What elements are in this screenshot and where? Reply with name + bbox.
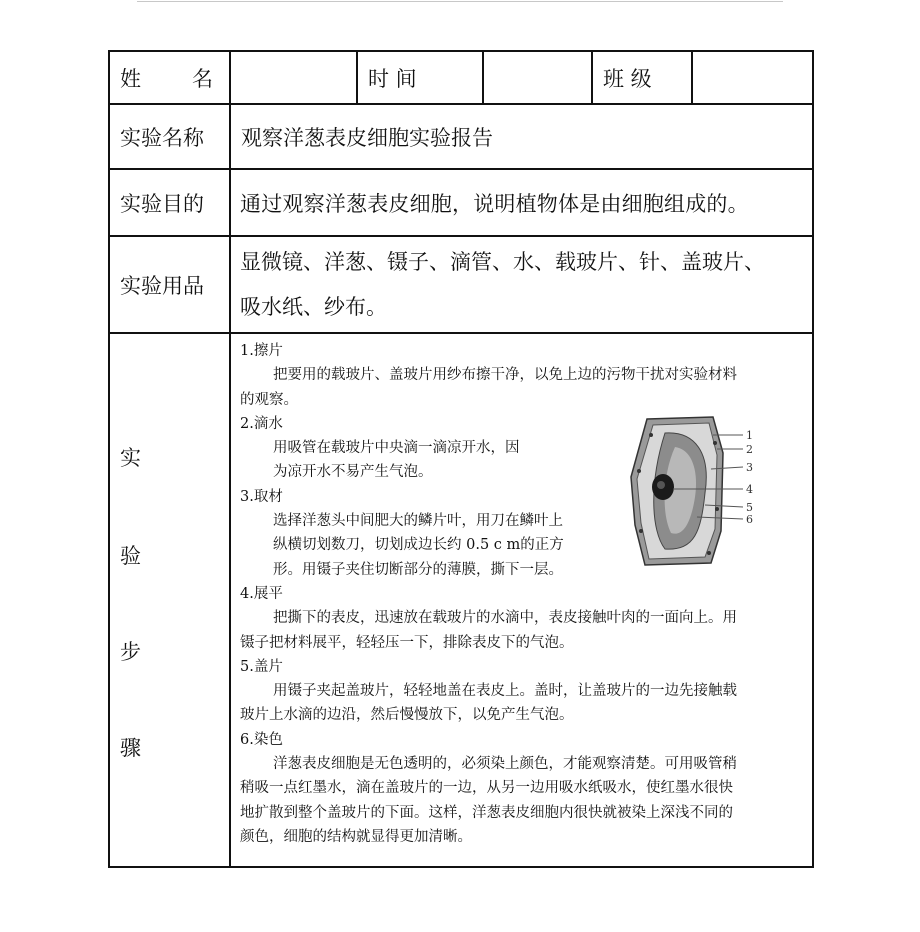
figure-label-3: 3	[746, 461, 753, 474]
top-rule	[137, 1, 783, 2]
figure-label-2: 2	[746, 443, 753, 456]
supplies-line-1: 显微镜、洋葱、镊子、滴管、水、载玻片、针、盖玻片、	[240, 249, 765, 274]
figure-label-6: 6	[746, 513, 753, 526]
onion-cell-diagram	[625, 413, 775, 571]
step-line: 颜色，细胞的结构就显得更加清晰。	[240, 828, 472, 845]
step-line: 的观察。	[240, 391, 298, 408]
steps-text	[240, 339, 795, 849]
figure-label-4: 4	[746, 483, 753, 496]
step-line: 洋葱表皮细胞是无色透明的，必须染上颜色，才能观察清楚。可用吸管稍	[273, 756, 737, 773]
class-field[interactable]	[692, 51, 813, 104]
title-label: 实验名称	[109, 104, 230, 169]
supplies-label: 实验用品	[109, 236, 230, 333]
figure-label-5: 5	[746, 501, 753, 514]
step-line: 把撕下的表皮，迅速放在载玻片的水滴中，表皮接触叶肉的一面向上。用	[273, 610, 737, 627]
report-table	[108, 50, 814, 868]
name-label-1: 姓	[120, 66, 141, 91]
name-label-2: 名	[192, 66, 213, 91]
experiment-purpose: 通过观察洋葱表皮细胞，说明植物体是由细胞组成的。	[230, 169, 813, 236]
steps-label-cell	[109, 333, 230, 867]
step-line: 形。用镊子夹住切断部分的薄膜，撕下一层。	[273, 561, 563, 578]
figure-label-1: 1	[746, 429, 753, 442]
step-heading: 2.滴水	[240, 415, 283, 432]
step-line: 地扩散到整个盖玻片的下面。这样，洋葱表皮细胞内很快就被染上深浅不同的	[240, 804, 733, 821]
step-heading: 6.染色	[240, 731, 283, 748]
step-line: 把要用的载玻片、盖玻片用纱布擦干净，以免上边的污物干扰对实验材料	[273, 367, 737, 384]
step-line: 稍吸一点红墨水，滴在盖玻片的一边，从另一边用吸水纸吸水，使红墨水很快	[240, 780, 733, 797]
steps-label-char-2: 验	[120, 544, 141, 568]
step-line: 镊子把材料展平，轻轻压一下，排除表皮下的气泡。	[240, 634, 574, 651]
class-label: 班 级	[592, 51, 692, 104]
step-line: 用吸管在载玻片中央滴一滴凉开水，因	[273, 440, 520, 457]
step-line: 为凉开水不易产生气泡。	[273, 464, 433, 481]
name-label-cell	[109, 51, 230, 104]
step-heading: 3.取材	[240, 488, 283, 505]
step-heading: 5.盖片	[240, 658, 283, 675]
step-line: 纵横切划数刀，切划成边长约 0.5 c m的正方	[273, 537, 564, 554]
name-field[interactable]	[230, 51, 357, 104]
time-field[interactable]	[483, 51, 592, 104]
step-line: 用镊子夹起盖玻片，轻轻地盖在表皮上。盖时，让盖玻片的一边先接触载	[273, 683, 737, 700]
step-heading: 1.擦片	[240, 343, 283, 359]
step-line: 选择洋葱头中间肥大的鳞片叶，用刀在鳞叶上	[273, 513, 563, 530]
time-label: 时 间	[357, 51, 483, 104]
step-heading: 4.展平	[240, 585, 283, 602]
purpose-label: 实验目的	[109, 169, 230, 236]
supplies-line-2: 吸水纸、纱布。	[240, 294, 387, 319]
step-line: 玻片上水滴的边沿，然后慢慢放下，以免产生气泡。	[240, 707, 574, 724]
experiment-supplies	[230, 236, 813, 333]
steps-label-char-1: 实	[120, 446, 141, 470]
experiment-title: 观察洋葱表皮细胞实验报告	[230, 104, 813, 169]
steps-label-char-4: 骤	[120, 736, 141, 760]
steps-label-char-3: 步	[120, 640, 141, 664]
steps-cell	[230, 333, 813, 867]
